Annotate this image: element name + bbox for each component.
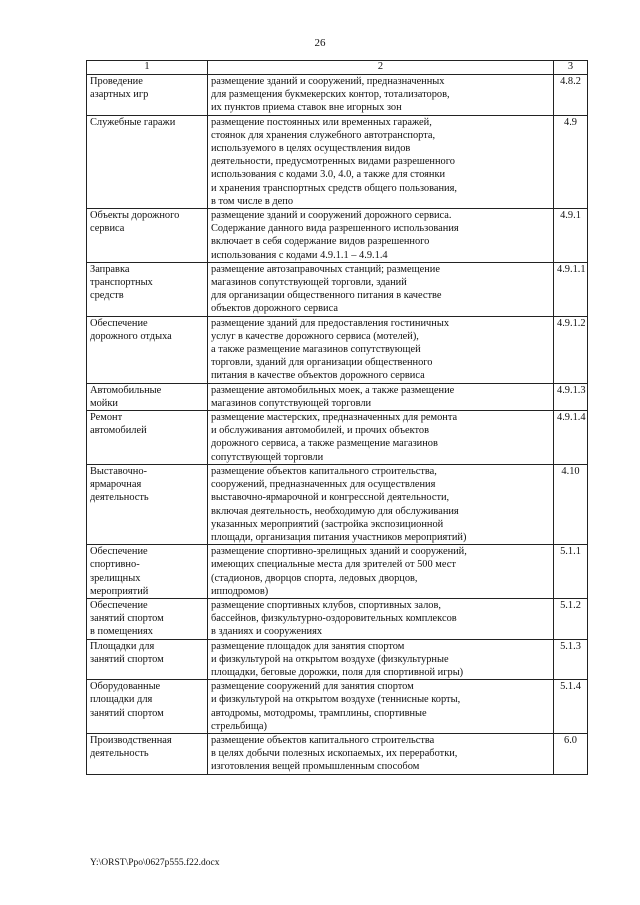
land-use-table xyxy=(86,60,588,775)
land-use-code-cell: 4.8.2 xyxy=(554,75,588,116)
land-use-description-line: и физкультурой на открытом воздухе (физкультурные xyxy=(211,653,449,665)
land-use-code-cell: 5.1.2 xyxy=(554,598,588,639)
land-use-name-cell xyxy=(87,316,208,383)
land-use-description-line: и физкультурой на открытом воздухе (теннисные корты, xyxy=(211,694,461,706)
land-use-description-line: а также размещение магазинов сопутствующей xyxy=(211,344,421,356)
land-use-code-cell: 4.9.1 xyxy=(554,209,588,263)
land-use-code-cell: 4.9.1.2 xyxy=(554,316,588,383)
land-use-description-cell xyxy=(208,545,554,599)
land-use-name-cell xyxy=(87,464,208,544)
land-use-name-line: автомобилей xyxy=(90,425,147,437)
land-use-description-line: имеющих специальные места для зрителей от 500 мест xyxy=(211,559,456,571)
land-use-description-line: размещение сооружений для занятия спортом xyxy=(211,681,414,693)
land-use-description-line: размещение зданий для предоставления гостиничных xyxy=(211,317,450,329)
land-use-name-line: Автомобильные xyxy=(90,384,162,396)
land-use-description-line: размещение спортивно-зрелищных зданий и сооружений, xyxy=(211,546,467,558)
table-row xyxy=(87,383,588,410)
land-use-description-line: размещение зданий и сооружений дорожного сервиса. xyxy=(211,210,452,222)
land-use-description-line: выставочно-ярмарочной и конгрессной деятельности, xyxy=(211,492,450,504)
land-use-description-cell xyxy=(208,411,554,465)
land-use-description-cell xyxy=(208,733,554,774)
land-use-name-line: сервиса xyxy=(90,223,125,235)
land-use-name-cell xyxy=(87,383,208,410)
land-use-name-line: спортивно- xyxy=(90,559,140,571)
land-use-description-line: использования с кодами 4.9.1.1 – 4.9.1.4 xyxy=(211,249,388,261)
land-use-name-line: зрелищных xyxy=(90,572,141,584)
land-use-description-line: их пунктов приема ставок вне игорных зон xyxy=(211,102,402,114)
land-use-description-line: сопутствующей торговли xyxy=(211,451,324,463)
land-use-description-line: питания в качестве объектов дорожного сервиса xyxy=(211,370,425,382)
land-use-description-cell xyxy=(208,639,554,680)
land-use-name-line: мероприятий xyxy=(90,585,149,597)
land-use-code-cell: 6.0 xyxy=(554,733,588,774)
land-use-description-line: площади, организация питания участников мероприятий) xyxy=(211,531,467,543)
table-body xyxy=(87,75,588,775)
land-use-name-line: Проведение xyxy=(90,76,143,87)
land-use-name-cell xyxy=(87,75,208,116)
land-use-name-cell xyxy=(87,545,208,599)
land-use-description-line: услуг в качестве дорожного сервиса (мотелей), xyxy=(211,330,419,342)
land-use-description-line: размещение мастерских, предназначенных для ремонта xyxy=(211,412,458,424)
table-row xyxy=(87,598,588,639)
land-use-description-line: площадки, беговые дорожки, поля для спортивной игры) xyxy=(211,666,464,678)
table-row xyxy=(87,209,588,263)
land-use-name-line: дорожного отдыха xyxy=(90,330,172,342)
land-use-code-cell: 4.9.1.1 xyxy=(554,262,588,316)
land-use-description-cell xyxy=(208,464,554,544)
land-use-description-line: размещение объектов капитального строительства xyxy=(211,734,435,746)
table-row xyxy=(87,75,588,116)
land-use-description-line: включает в себя содержание видов разрешенного xyxy=(211,236,430,248)
land-use-description-line: торговли, зданий для организации общественного xyxy=(211,357,433,369)
land-use-code-cell: 4.10 xyxy=(554,464,588,544)
land-use-name-line: мойки xyxy=(90,397,118,409)
land-use-code-cell: 5.1.3 xyxy=(554,639,588,680)
table-row xyxy=(87,115,588,208)
land-use-name-cell xyxy=(87,639,208,680)
land-use-code-cell: 4.9 xyxy=(554,115,588,208)
land-use-description-line: для организации общественного питания в качестве xyxy=(211,290,442,302)
land-use-description-line: стоянок для хранения служебного автотранспорта, xyxy=(211,129,436,141)
land-use-description-line: размещение площадок для занятия спортом xyxy=(211,640,405,652)
column-header-3: 3 xyxy=(554,61,588,75)
land-use-description-cell xyxy=(208,262,554,316)
land-use-description-line: и обслуживания автомобилей, и прочих объектов xyxy=(211,425,429,437)
land-use-name-line: площадки для xyxy=(90,694,153,706)
land-use-description-line: в зданиях и сооружениях xyxy=(211,626,323,638)
land-use-description-cell xyxy=(208,316,554,383)
land-use-code-cell: 5.1.4 xyxy=(554,680,588,734)
footer-file-path: Y:\ORST\Ppo\0627p555.f22.docx xyxy=(90,858,220,868)
land-use-name-line: Обеспечение xyxy=(90,317,148,329)
land-use-name-line: занятий спортом xyxy=(90,653,164,665)
land-use-description-line: размещение зданий и сооружений, предназначенных xyxy=(211,76,445,87)
land-use-name-line: Заправка xyxy=(90,263,130,275)
land-use-name-line: ярмарочная xyxy=(90,479,142,491)
land-use-name-line: в помещениях xyxy=(90,626,153,638)
land-use-description-line: дорожного сервиса, а также размещение магазинов xyxy=(211,438,438,450)
land-use-description-line: автодромы, мотодромы, трамплины, спортивные xyxy=(211,707,427,719)
land-use-name-line: средств xyxy=(90,290,124,302)
land-use-description-cell xyxy=(208,115,554,208)
land-use-description-line: ипподромов) xyxy=(211,585,269,597)
land-use-name-line: Выставочно- xyxy=(90,465,148,477)
land-use-name-line: Обеспечение xyxy=(90,599,148,611)
land-use-name-cell xyxy=(87,209,208,263)
land-use-description-line: в целях добычи полезных ископаемых, их переработки, xyxy=(211,748,458,760)
land-use-name-line: деятельность xyxy=(90,492,149,504)
land-use-code-cell: 4.9.1.4 xyxy=(554,411,588,465)
table-header-row xyxy=(87,61,588,75)
land-use-name-line: транспортных xyxy=(90,277,153,289)
land-use-description-line: включая деятельность, необходимую для обслуживания xyxy=(211,505,459,517)
land-use-name-line: Производственная xyxy=(90,734,172,746)
land-use-description-line: магазинов сопутствующей торговли xyxy=(211,397,372,409)
land-use-description-line: размещение автозаправочных станций; размещение xyxy=(211,263,440,275)
land-use-description-cell xyxy=(208,598,554,639)
land-use-name-line: Площадки для xyxy=(90,640,155,652)
land-use-name-line: занятий спортом xyxy=(90,707,164,719)
land-use-description-line: (стадионов, дворцов спорта, ледовых дворцов, xyxy=(211,572,418,584)
land-use-name-line: Ремонт xyxy=(90,412,123,424)
land-use-description-line: Содержание данного вида разрешенного использования xyxy=(211,223,459,235)
table-row xyxy=(87,464,588,544)
page-number: 26 xyxy=(314,37,326,49)
table-row xyxy=(87,262,588,316)
land-use-name-line: занятий спортом xyxy=(90,613,164,625)
land-use-description-line: размещение объектов капитального строительства, xyxy=(211,465,437,477)
land-use-description-line: размещение автомобильных моек, а также размещение xyxy=(211,384,455,396)
land-use-name-cell xyxy=(87,411,208,465)
land-use-name-line: азартных игр xyxy=(90,89,149,101)
column-header-2: 2 xyxy=(208,61,554,75)
land-use-description-line: для размещения букмекерских контор, тотализаторов, xyxy=(211,89,450,101)
land-use-name-cell xyxy=(87,598,208,639)
land-use-description-line: изготовления вещей промышленным способом xyxy=(211,761,420,773)
table-row xyxy=(87,680,588,734)
land-use-name-line: деятельность xyxy=(90,748,149,760)
land-use-name-line: Обеспечение xyxy=(90,546,148,558)
table-row xyxy=(87,733,588,774)
land-use-description-line: размещение спортивных клубов, спортивных залов, xyxy=(211,599,441,611)
land-use-description-line: и хранения транспортных средств общего пользования, xyxy=(211,182,457,194)
land-use-name-cell xyxy=(87,115,208,208)
land-use-description-cell xyxy=(208,680,554,734)
table-row xyxy=(87,316,588,383)
table-row xyxy=(87,411,588,465)
land-use-description-line: в том числе в депо xyxy=(211,195,294,207)
land-use-description-line: размещение постоянных или временных гаражей, xyxy=(211,116,432,128)
land-use-description-line: сооружений, предназначенных для осуществления xyxy=(211,479,436,491)
land-use-description-line: магазинов сопутствующей торговли, зданий xyxy=(211,277,407,289)
land-use-description-line: указанных мероприятий (застройка экспозиционной xyxy=(211,518,444,530)
land-use-name-line: Служебные гаражи xyxy=(90,116,176,128)
column-header-1: 1 xyxy=(87,61,208,75)
land-use-name-cell xyxy=(87,680,208,734)
table-row xyxy=(87,545,588,599)
land-use-description-cell xyxy=(208,209,554,263)
land-use-description-line: использования с кодами 3.0, 4.0, а также для стоянки xyxy=(211,169,446,181)
land-use-description-line: бассейнов, физкультурно-оздоровительных комплексов xyxy=(211,613,457,625)
land-use-description-cell xyxy=(208,75,554,116)
table-row xyxy=(87,639,588,680)
land-use-description-line: используемого в целях осуществления видов xyxy=(211,143,411,155)
land-use-description-cell xyxy=(208,383,554,410)
land-use-description-line: объектов дорожного сервиса xyxy=(211,303,338,315)
land-use-description-line: стрельбища) xyxy=(211,720,267,732)
land-use-code-cell: 5.1.1 xyxy=(554,545,588,599)
land-use-name-line: Объекты дорожного xyxy=(90,210,180,222)
land-use-description-line: деятельности, предусмотренных видами разрешенного xyxy=(211,156,455,168)
land-use-code-cell: 4.9.1.3 xyxy=(554,383,588,410)
land-use-name-cell xyxy=(87,733,208,774)
land-use-name-line: Оборудованные xyxy=(90,681,161,693)
land-use-name-cell xyxy=(87,262,208,316)
